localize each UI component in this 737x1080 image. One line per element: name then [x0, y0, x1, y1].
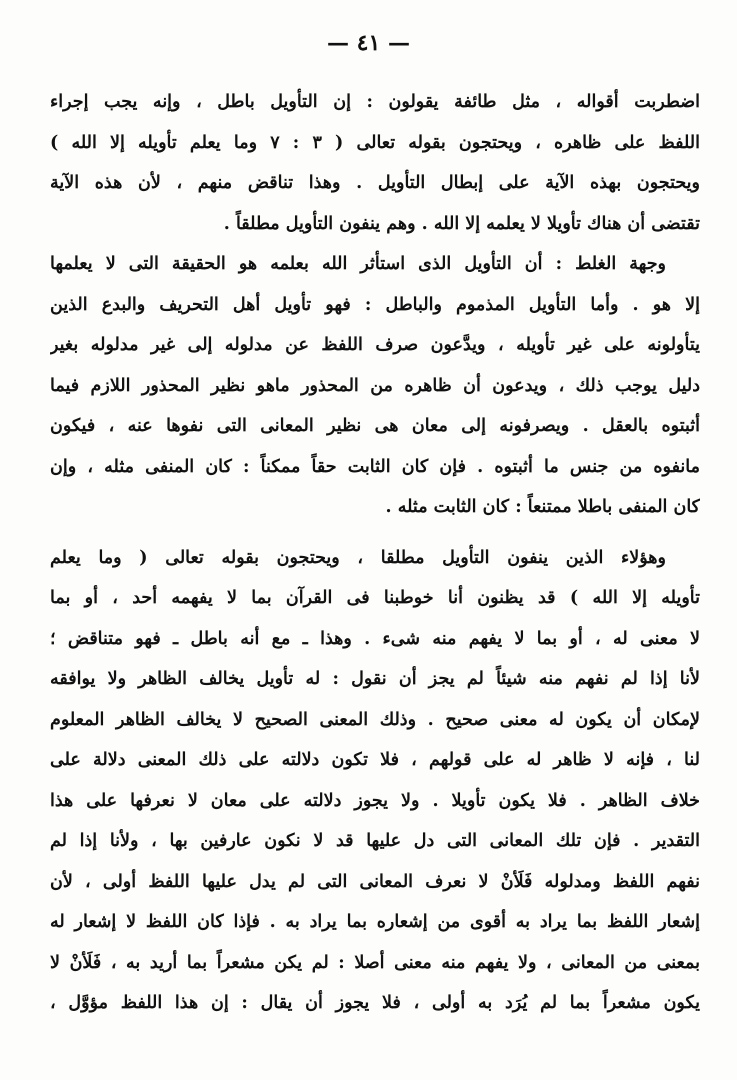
body-text [50, 82, 700, 1024]
text-line: أثبتوه بالعقل . ويصرفونه إلى معان هى نظير المعانى التى نفوها عنه ، فيكون [50, 416, 700, 436]
text-line: لنا ، فإنه لا ظاهر له على قولهم ، فلا تكون دلالته على ذلك المعنى دلالة على [50, 750, 700, 770]
text-line: اللفظ على ظاهره ، ويحتجون بقوله تعالى ( ٣ : ٧ وما يعلم تأويله إلا الله ) [50, 132, 700, 153]
text-line: خلاف الظاهر . فلا يكون تأويلا . ولا يجوز دلالته على معان لا نعرفها على هذا [50, 790, 700, 811]
text-line: التقدير . فإن تلك المعانى التى دل عليها قد لا نكون عارفين بها ، ولأنا إذا لم [50, 831, 700, 851]
text-line: تأويله إلا الله ) قد يظنون أنا خوطبنا فى القرآن بما لا يفهمه أحد ، أو بما [50, 588, 700, 608]
text-line: لإمكان أن يكون له معنى صحيح . وذلك المعنى الصحيح لا يخالف الظاهر المعلوم [50, 709, 700, 730]
text-line: يتأولونه على غير تأويله ، ويدَّعون صرف اللفظ عن مدلوله إلى غير مدلوله بغير [50, 335, 700, 355]
text-line: إلا هو . وأما التأويل المذموم والباطل : فهو تأويل أهل التحريف والبدع الذين [50, 294, 700, 315]
text-line: لا معنى له ، أو بما لا يفهم منه شىء . وهذا ـ مع أنه باطل ـ فهو متناقض ؛ [50, 628, 700, 649]
text-line: اضطربت أقواله ، مثل طائفة يقولون : إن التأويل باطل ، وإنه يجب إجراء [50, 92, 700, 112]
text-line: وجهة الغلط : أن التأويل الذى استأثر الله بعلمه هو الحقيقة التى لا يعلمها [50, 254, 666, 274]
text-line: لأنا إذا لم نفهم منه شيئاً لم يجز أن نقول : له تأويل يخالف الظاهر ولا يوافقه [50, 669, 700, 689]
text-line: ويحتجون بهذه الآية على إبطال التأويل . وهذا تناقض منهم ، لأن هذه الآية [50, 173, 700, 193]
page-number: — ٤١ — [327, 30, 410, 56]
text-line: مانفوه من جنس ما أثبتوه . فإن كان الثابت حقاً ممكناً : كان المنفى مثله ، وإن [50, 456, 700, 477]
text-line: بمعنى من المعانى ، ولا يفهم منه معنى أصلا : لم يكن مشعراً بما أريد به ، فَلَأنْ لا [50, 952, 700, 973]
text-line: يكون مشعراً بما لم يُرَد به أولى ، فلا يجوز أن يقال : إن هذا اللفظ مؤوَّل ، [50, 993, 700, 1013]
text-line: دليل يوجب ذلك ، ويدعون أن ظاهره من المحذور ماهو نظير المحذور اللازم فيما [50, 375, 700, 396]
text-line: إشعار اللفظ بما يراد به أقوى من إشعاره بما يراد به . فإذا كان اللفظ لا إشعار له [50, 912, 700, 932]
text-line: وهؤلاء الذين ينفون التأويل مطلقا ، ويحتجون بقوله تعالى ( وما يعلم [50, 547, 666, 568]
text-line: نفهم اللفظ ومدلوله فَلَأنْ لا نعرف المعانى التى لم يدل عليها اللفظ أولى ، لأن [50, 871, 700, 892]
text-line: تقتضى أن هناك تأويلا لا يعلمه إلا الله . وهم ينفون التأويل مطلقاً . [223, 213, 700, 234]
text-line: كان المنفى باطلا ممتنعاً : كان الثابت مثله . [385, 497, 700, 517]
paragraph-gap [50, 528, 700, 538]
